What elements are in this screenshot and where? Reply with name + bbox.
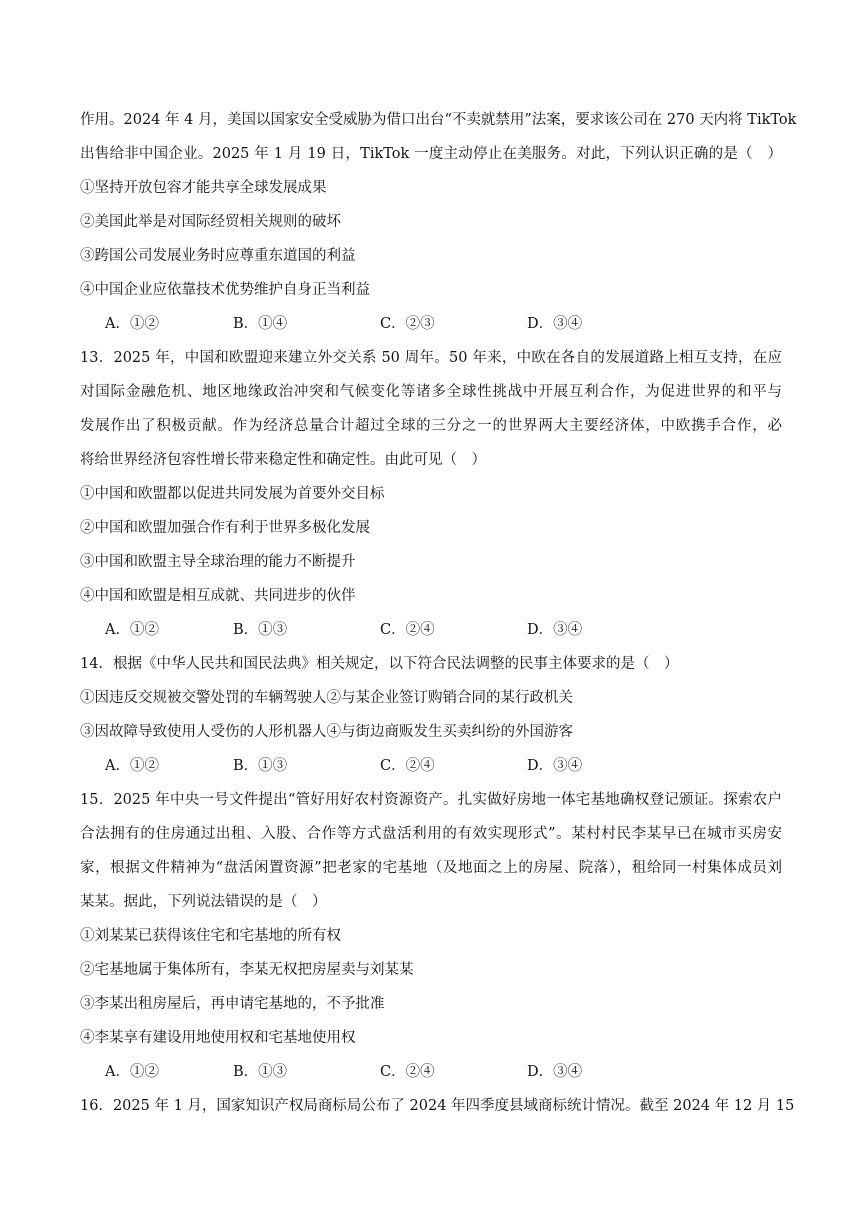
q13-option-d: D．③④ [527,622,583,638]
q15-statement-2: ②宅基地属于集体所有，李某无权把房屋卖与刘某某 [80,962,414,978]
q13-option-a: A．①② [105,622,159,638]
q13-stem-line-4: 将给世界经济包容性增长带来稳定性和确定性。由此可见（ ） [80,452,486,468]
q15-stem-line-3: 家，根据文件精神为“盘活闲置资源”把老家的宅基地（及地面之上的房屋、院落），租给同一村集体成员刘 [80,860,782,876]
q13-option-c: C．②④ [380,622,435,638]
q15-statement-1: ①刘某某已获得该住宅和宅基地的所有权 [80,928,341,944]
q12-statement-3: ③跨国公司发展业务时应尊重东道国的利益 [80,248,356,264]
q13-statement-3: ③中国和欧盟主导全球治理的能力不断提升 [80,554,356,570]
q12-option-d: D．③④ [527,316,583,332]
q13-options [105,620,665,640]
q12-statement-1: ①坚持开放包容才能共享全球发展成果 [80,180,327,196]
q15-options [105,1062,665,1082]
q12-option-c: C．②③ [380,316,435,332]
q14-option-c: C．②④ [380,758,435,774]
q16-stem-line-1: 16．2025 年 1 月，国家知识产权局商标局公布了 2024 年四季度县域商标统计情况。截至 2024 年 12 月 15 [80,1098,795,1114]
q15-option-c: C．②④ [380,1064,435,1080]
q12-statement-4: ④中国企业应依靠技术优势维护自身正当利益 [80,282,370,298]
q15-statement-4: ④李某享有建设用地使用权和宅基地使用权 [80,1030,356,1046]
q14-statement-2: ③因故障导致使用人受伤的人形机器人④与街边商贩发生买卖纠纷的外国游客 [80,724,573,740]
q13-statement-2: ②中国和欧盟加强合作有利于世界多极化发展 [80,520,370,536]
q15-option-d: D．③④ [527,1064,583,1080]
q12-stem-line-2: 出售给非中国企业。2025 年 1 月 19 日，TikTok 一度主动停止在美服务。对此，下列认识正确的是（ ） [80,146,782,162]
q15-stem-line-2: 合法拥有的住房通过出租、入股、合作等方式盘活利用的有效实现形式”。某村村民李某早已在城市买房安 [80,826,782,842]
q15-option-a: A．①② [105,1064,159,1080]
q15-statement-3: ③李某出租房屋后，再申请宅基地的，不予批准 [80,996,385,1012]
q13-option-b: B．①③ [233,622,288,638]
q13-statement-1: ①中国和欧盟都以促进共同发展为首要外交目标 [80,486,385,502]
q15-stem-line-4: 某某。据此，下列说法错误的是（ ） [80,894,327,910]
q12-stem-line-1: 作用。2024 年 4 月，美国以国家安全受威胁为借口出台“不卖就禁用”法案，要求该公司在 270 天内将 TikTok [80,112,797,128]
q14-option-a: A．①② [105,758,159,774]
q12-statement-2: ②美国此举是对国际经贸相关规则的破坏 [80,214,341,230]
q14-option-b: B．①③ [233,758,288,774]
q13-stem-line-1: 13．2025 年，中国和欧盟迎来建立外交关系 50 周年。50 年来，中欧在各自的发展道路上相互支持，在应 [80,350,782,366]
q12-options [105,314,665,334]
q14-stem-line-1: 14．根据《中华人民共和国民法典》相关规定，以下符合民法调整的民事主体要求的是（ ） [80,656,679,672]
q14-option-d: D．③④ [527,758,583,774]
q15-option-b: B．①③ [233,1064,288,1080]
q13-statement-4: ④中国和欧盟是相互成就、共同进步的伙伴 [80,588,356,604]
q12-option-b: B．①④ [233,316,288,332]
q13-stem-line-3: 发展作出了积极贡献。作为经济总量合计超过全球的三分之一的世界两大主要经济体，中欧携手合作，必 [80,418,782,434]
q14-statement-1: ①因违反交规被交警处罚的车辆驾驶人②与某企业签订购销合同的某行政机关 [80,690,573,706]
q14-options [105,756,665,776]
q15-stem-line-1: 15．2025 年中央一号文件提出“管好用好农村资源资产。扎实做好房地一体宅基地确权登记颁证。探索农户 [80,792,782,808]
q12-option-a: A．①② [105,316,159,332]
q13-stem-line-2: 对国际金融危机、地区地缘政治冲突和气候变化等诸多全球性挑战中开展互利合作，为促进世界的和平与 [80,384,782,400]
